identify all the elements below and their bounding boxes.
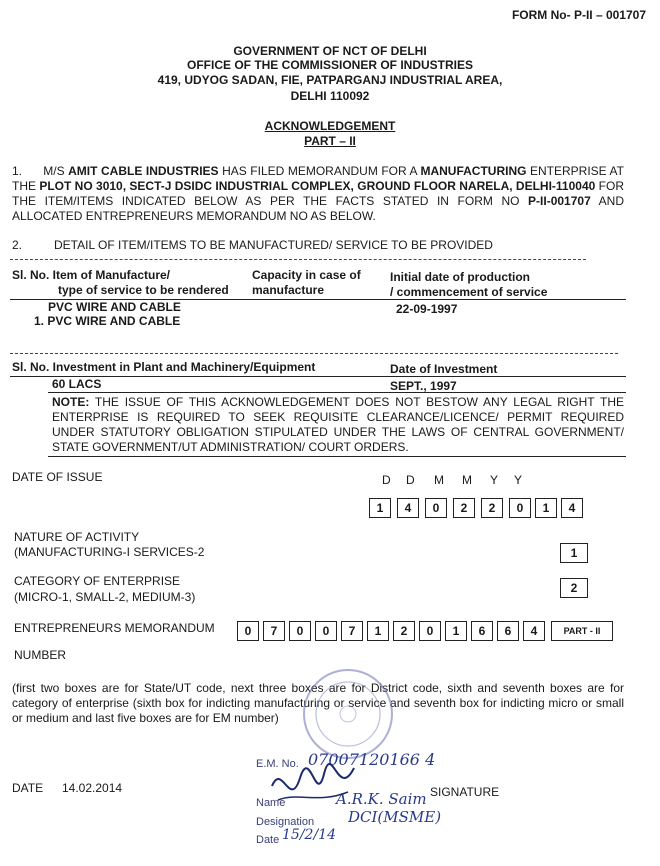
em-digit-box: 6 bbox=[497, 621, 519, 641]
em-digit-box: 0 bbox=[289, 621, 311, 641]
em-label: ENTREPRENEURS MEMORANDUM bbox=[14, 621, 215, 635]
date-digit-box: 2 bbox=[453, 498, 475, 518]
items-col-2-line-1: Capacity in case of bbox=[252, 268, 361, 282]
stamp-em-label: E.M. No. bbox=[256, 758, 299, 770]
dashed-divider-2 bbox=[10, 353, 618, 354]
date-format-d2: D bbox=[406, 473, 415, 487]
enterprise-type: MANUFACTURING bbox=[420, 164, 527, 178]
footer-date-label: DATE bbox=[12, 781, 44, 795]
category-label-1: CATEGORY OF ENTERPRISE bbox=[14, 574, 181, 588]
em-digit-box: 6 bbox=[471, 621, 493, 641]
date-digit-box: 1 bbox=[535, 498, 557, 518]
header-line-2: OFFICE OF THE COMMISSIONER OF INDUSTRIES bbox=[186, 58, 473, 72]
date-format-y2: Y bbox=[514, 473, 523, 487]
stamp-designation-label: Designation bbox=[256, 816, 315, 828]
em-digit-box: 0 bbox=[237, 621, 259, 641]
em-digit-box: 0 bbox=[315, 621, 337, 641]
stamp-em-value: 07007120166 4 bbox=[308, 750, 436, 769]
nature-label-2: (MANUFACTURING-I SERVICES-2 bbox=[14, 545, 205, 559]
nature-label-1: NATURE OF ACTIVITY bbox=[14, 530, 140, 544]
em-digit-box: 7 bbox=[341, 621, 363, 641]
paragraph-2-text: DETAIL OF ITEM/ITEMS TO BE MANUFACTURED/ SERVICE TO BE PROVIDED bbox=[54, 238, 493, 252]
form-reference: P-II-001707 bbox=[528, 194, 591, 208]
header-line-4: DELHI 110092 bbox=[290, 89, 370, 103]
category-label-2: (MICRO-1, SMALL-2, MEDIUM-3) bbox=[14, 590, 196, 604]
item-name: PVC WIRE AND CABLE bbox=[48, 300, 181, 314]
date-format-m1: M bbox=[434, 473, 444, 487]
items-col-1-line-2: type of service to be rendered bbox=[58, 283, 229, 297]
note-block: NOTE: THE ISSUE OF THIS ACKNOWLEDGEMENT DOES NOT BESTOW ANY LEGAL RIGHT THE ENTERPRISE IS REQUIRED TO SEEK REQUISITE CLEARANCE/LICENCE/ PERMIT REQUIRED UNDER STATUTORY OBLIGATION STIPULATED UNDER THE LAWS OF CENTRAL GOVERNMENT/ STATE GOVERNMENT/UT ADMINISTRATION/ COURT ORDERS. bbox=[52, 395, 624, 454]
dashed-divider bbox=[10, 259, 586, 260]
date-digit-box: 4 bbox=[397, 498, 419, 518]
header-line-3: 419, UDYOG SADAN, FIE, PATPARGANJ INDUSTRIAL AREA, bbox=[157, 73, 503, 87]
em-digit-box: 0 bbox=[419, 621, 441, 641]
header-line-1: GOVERNMENT OF NCT OF DELHI bbox=[233, 44, 427, 58]
em-digit-box: 1 bbox=[445, 621, 467, 641]
em-digit-box: 4 bbox=[523, 621, 545, 641]
invest-col-2: Date of Investment bbox=[390, 362, 498, 376]
stamp-name-label: Name bbox=[256, 797, 286, 809]
items-col-3-line-1: Initial date of production bbox=[390, 270, 530, 284]
footer-date-value: 14.02.2014 bbox=[62, 781, 123, 795]
signature-scribble bbox=[268, 756, 358, 816]
invest-row-rule bbox=[48, 392, 626, 393]
category-value-box: 2 bbox=[560, 578, 588, 598]
date-format-y1: Y bbox=[490, 473, 499, 487]
firm-name: AMIT CABLE INDUSTRIES bbox=[68, 164, 219, 178]
item-list-entry: 1. PVC WIRE AND CABLE bbox=[34, 314, 181, 328]
signature-label: SIGNATURE bbox=[430, 785, 500, 799]
date-digit-box: 1 bbox=[369, 498, 391, 518]
form-number: FORM No- P-II – 001707 bbox=[511, 8, 646, 22]
stamp-name-value: A.R.K. Saim bbox=[336, 790, 427, 808]
invest-col-1: Sl. No. Investment in Plant and Machinery/Equipment bbox=[12, 360, 316, 374]
enterprise-address: PLOT NO 3010, SECT-J DSIDC INDUSTRIAL COMPLEX, GROUND FLOOR NARELA, DELHI-110040 bbox=[39, 179, 596, 193]
invest-amount: 60 LACS bbox=[52, 377, 102, 391]
stamp-designation-value: DCI(MSME) bbox=[348, 808, 442, 826]
stamp-date-label: Date bbox=[256, 834, 280, 846]
date-digit-box: 0 bbox=[425, 498, 447, 518]
items-col-2-line-2: manufacture bbox=[252, 283, 325, 297]
date-format-d1: D bbox=[382, 473, 391, 487]
office-seal bbox=[300, 666, 396, 762]
note-rule bbox=[48, 456, 626, 457]
stamp-date-value: 15/2/14 bbox=[282, 827, 336, 843]
paragraph-2-number: 2. bbox=[12, 238, 23, 252]
em-digit-box: 1 bbox=[367, 621, 389, 641]
em-part-box: PART - II bbox=[551, 621, 613, 641]
paragraph-1: 1. M/S AMIT CABLE INDUSTRIES HAS FILED MEMORANDUM FOR A MANUFACTURING ENTERPRISE AT THE PLOT NO 3010, SECT-J DSIDC INDUSTRIAL COMPLEX, GROUND FLOOR NARELA, DELHI-110040 FOR THE ITEM/ITEMS INDICATED BELOW AS PER THE FACTS STATED IN FORM NO P-II-001707 AND ALLOCATED ENTREPRENEURS MEMORANDUM NO AS BELOW. bbox=[12, 164, 624, 223]
item-production-date: 22-09-1997 bbox=[396, 302, 458, 316]
date-digit-box: 2 bbox=[481, 498, 503, 518]
em-digit-box: 7 bbox=[263, 621, 285, 641]
invest-date: SEPT., 1997 bbox=[390, 379, 457, 393]
em-digit-box: 2 bbox=[393, 621, 415, 641]
invest-header-rule bbox=[10, 376, 626, 377]
acknowledgement-title: ACKNOWLEDGEMENT bbox=[264, 119, 396, 133]
date-digit-box: 0 bbox=[509, 498, 531, 518]
items-col-1-line-1: Sl. No. Item of Manufacture/ bbox=[12, 268, 171, 282]
date-format-m2: M bbox=[462, 473, 472, 487]
em-label-number: NUMBER bbox=[14, 648, 67, 662]
date-digit-box: 4 bbox=[561, 498, 583, 518]
items-col-3-line-2: / commencement of service bbox=[390, 285, 548, 299]
nature-value-box: 1 bbox=[560, 543, 588, 563]
part-title: PART – II bbox=[304, 134, 356, 148]
explanation-text: (first two boxes are for State/UT code, next three boxes are for District code, sixth and seventh boxes are for category of enterprise (sixth box for indicting manufacturing or service and seventh box for indicting micro or small or medium and last five boxes are for EM number) bbox=[12, 681, 624, 725]
date-of-issue-label: DATE OF ISSUE bbox=[12, 470, 103, 484]
